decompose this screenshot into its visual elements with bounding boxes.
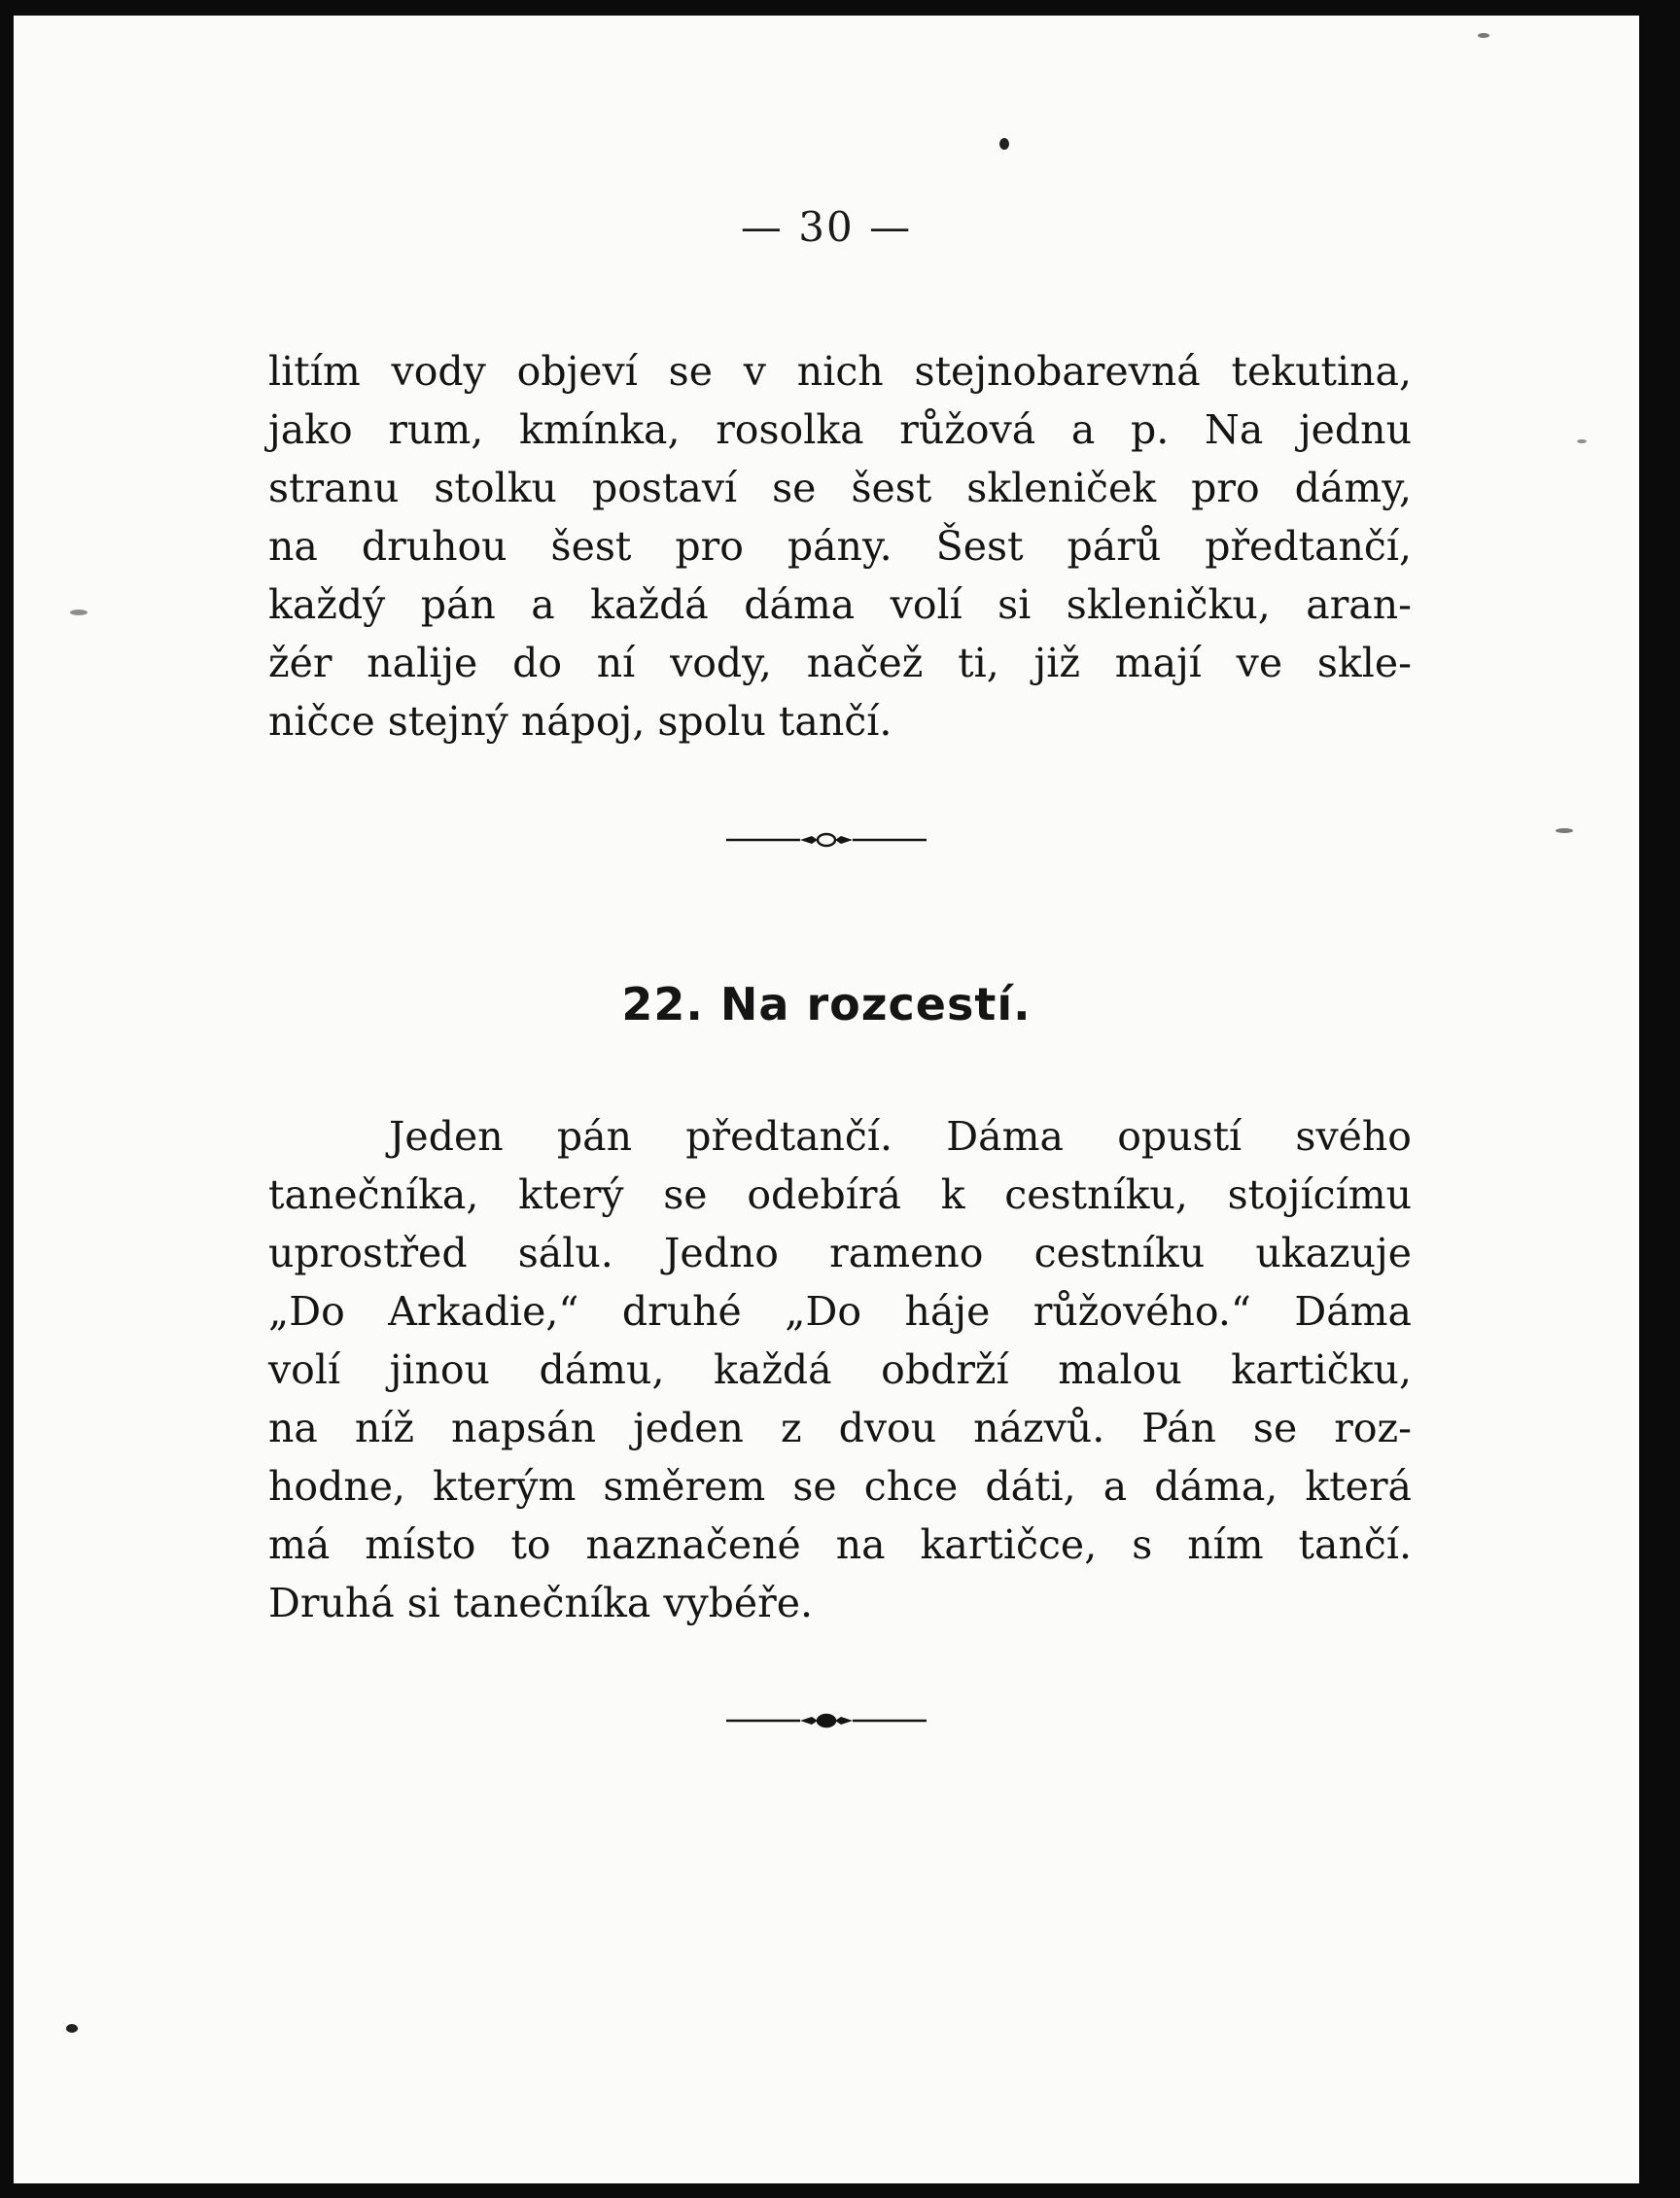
text-line: tanečníka, který se odebírá k cestníku, stojícímu: [268, 1171, 1412, 1218]
text-line: litím vody objeví se v nich stejnobarevná tekutina,: [268, 348, 1412, 395]
ornament-divider-icon: [724, 830, 928, 850]
text-line: žér nalije do ní vody, načež ti, již mají ve skle-: [268, 640, 1412, 686]
text-line: každý pán a každá dáma volí si skleničku, aran-: [268, 581, 1412, 628]
text-line: „Do Arkadie,“ druhé „Do háje růžového.“ Dáma: [268, 1288, 1412, 1335]
paragraph-section-22: [268, 1107, 1412, 1632]
scan-speck: [1478, 33, 1489, 38]
text-line: jako rum, kmínka, rosolka růžová a p. Na jednu: [268, 406, 1412, 453]
text-line: má místo to naznačené na kartičce, s ním tančí.: [268, 1521, 1412, 1568]
paragraph-continuation: [268, 342, 1412, 750]
scan-speck: [1577, 439, 1587, 443]
text-line: uprostřed sálu. Jedno rameno cestníku ukazuje: [268, 1230, 1412, 1276]
scan-edge: [1655, 0, 1680, 2198]
text-line: ničce stejný nápoj, spolu tančí.: [268, 698, 892, 745]
scan-speck: [66, 2024, 78, 2033]
book-page: [14, 16, 1639, 2183]
section-heading: 22. Na rozcestí.: [621, 978, 1032, 1030]
text-line: na níž napsán jeden z dvou názvů. Pán se roz-: [268, 1405, 1412, 1451]
text-line: hodne, kterým směrem se chce dáti, a dáma, která: [268, 1463, 1412, 1510]
text-line: Druhá si tanečníka vybéře.: [268, 1580, 814, 1626]
text-line: stranu stolku postaví se šest skleniček pro dámy,: [268, 465, 1412, 511]
scan-speck: [70, 610, 88, 615]
text-line: volí jinou dámu, každá obdrží malou kartičku,: [268, 1346, 1412, 1393]
text-line: Jeden pán předtančí. Dáma opustí svého: [389, 1113, 1412, 1160]
ornament-divider: [14, 830, 1639, 855]
scan-speck: [999, 138, 1009, 150]
ornament-divider: [14, 1711, 1639, 1735]
ornament-divider-icon: [724, 1711, 928, 1730]
scan-speck: [1556, 828, 1573, 833]
text-line: na druhou šest pro pány. Šest párů předtančí,: [268, 523, 1412, 570]
page-number: — 30 —: [740, 203, 913, 251]
